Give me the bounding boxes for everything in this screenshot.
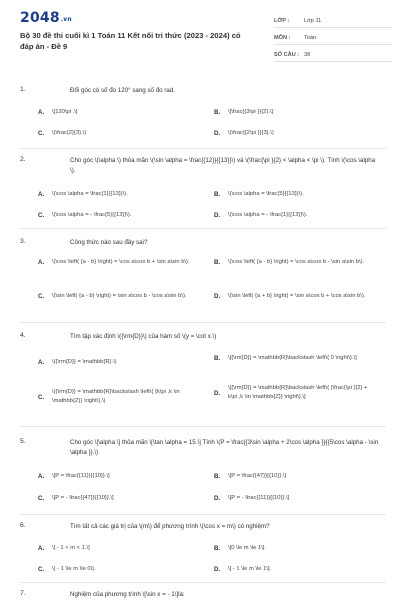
option-a[interactable] [38, 358, 202, 367]
logo-main: 2048 [20, 10, 60, 26]
option-text: \(\cos \alpha = - \frac{1}{{13}}\). [228, 212, 308, 218]
info-row-subject [274, 31, 392, 45]
option-b[interactable] [214, 258, 378, 267]
question-number: 2. [20, 156, 26, 163]
question-6 [20, 522, 386, 580]
option-text: \[0 \le m \le 1\]. [228, 545, 267, 551]
option-a[interactable] [38, 472, 202, 481]
document-title: Bộ 30 đề thi cuối kì 1 Toán 11 Kết nối tri thức (2023 - 2024) có đáp án - Đề 9 [20, 31, 241, 51]
option-letter: B. [214, 259, 221, 266]
option-letter: D. [214, 293, 221, 300]
logo-suffix: .vn [60, 16, 72, 23]
option-text: \( - 1 \le m \le 0\). [52, 566, 96, 572]
option-text: \({\rm{D}} = \mathbb{R}.\) [52, 359, 117, 365]
question-2 [20, 156, 386, 224]
info-label: MÔN : [274, 34, 291, 41]
divider [20, 228, 386, 229]
option-letter: A. [38, 359, 45, 366]
option-text: \[P = - \frac{{11}}{{10}}.\] [228, 495, 290, 501]
option-text: \(\frac{{2\pi }}{3}.\) [228, 130, 274, 136]
option-text: \(\frac{2}{3}.\) [52, 130, 87, 136]
info-label: SỐ CÂU : [274, 51, 300, 58]
option-letter: A. [38, 259, 45, 266]
option-letter: A. [38, 473, 45, 480]
option-b[interactable] [214, 354, 378, 363]
option-c[interactable] [38, 292, 202, 301]
option-b[interactable] [214, 108, 378, 117]
option-text: \[P = \frac{{47}}{{10}}.\] [228, 473, 287, 479]
option-letter: B. [214, 545, 221, 552]
option-c[interactable] [38, 565, 202, 574]
option-text: \(\cos \alpha = \frac{5}{{13}}\). [228, 191, 304, 197]
question-3 [20, 238, 386, 318]
option-text: \[\frac{{3\pi }}{2}.\] [228, 109, 274, 115]
question-number: 4. [20, 332, 26, 339]
option-letter: D. [214, 130, 221, 137]
option-d[interactable] [214, 211, 378, 220]
option-text: \(\cos \left( {a - b} \right) = \cos a\cos b + \sin a\sin b\). [52, 259, 190, 265]
question-number: 7. [20, 590, 26, 597]
option-text: \[ - 1 < m < 1.\] [52, 545, 90, 551]
question-text: Cho góc \[\alpha \] thỏa mãn \[\tan \alpha = 15.\] Tính \(P = \frac{{3\sin \alpha + 2\cos \alpha }}{{5\cos \alpha - \sin \alpha }}.\) [70, 439, 379, 456]
question-text: Nghiệm của phương trình \[\sin x = - 1\]là: [70, 591, 185, 598]
option-text: \[120\pi .\] [52, 109, 78, 115]
option-text: \[P = \frac{{11}}{{10}}.\] [52, 473, 110, 479]
question-1 [20, 86, 386, 144]
option-d[interactable] [214, 565, 378, 574]
option-text: \[{\rm{D}} = \mathbb{R}\backslash \left\{ {\frac{\pi }{2} + k\pi ,k \in \mathbb{Z}} \right\}.\] [228, 385, 368, 400]
question-text: Đổi góc có số đo 120° sang số đo rad. [70, 87, 175, 94]
option-letter: D. [214, 495, 221, 502]
header [20, 0, 386, 66]
option-letter: B. [214, 473, 221, 480]
question-5 [20, 438, 386, 510]
option-b[interactable] [214, 190, 378, 199]
question-text: Cho góc \(\alpha \) thỏa mãn \(\sin \alpha = \frac{{12}}{{13}}\) và \(\frac{\pi }{2} < \alpha < \pi \). Tính \(\cos \alpha \). [70, 157, 376, 174]
option-b[interactable] [214, 544, 378, 553]
option-a[interactable] [38, 544, 202, 553]
option-text: \({\rm{D}} = \mathbb{R}\backslash \left\{ {k\pi ,k \in \mathbb{Z}} \right\}.\) [52, 389, 180, 404]
option-letter: C. [38, 393, 45, 401]
option-letter: C. [38, 212, 45, 219]
option-d[interactable] [214, 292, 378, 301]
option-text: \[{\rm{D}} = \mathbb{R}\backslash \left\{ 0 \right\}.\] [228, 355, 357, 361]
question-number: 1. [20, 86, 26, 93]
option-letter: A. [38, 109, 45, 116]
option-c[interactable] [38, 494, 202, 503]
option-a[interactable] [38, 258, 202, 267]
question-number: 6. [20, 522, 26, 529]
option-d[interactable] [214, 384, 378, 402]
option-text: \(\sin \left( {a + b} \right) = \sin a\cos b + \cos a\sin b\). [228, 293, 366, 299]
question-7 [20, 590, 386, 602]
option-d[interactable] [214, 129, 378, 138]
option-text: \(\cos \alpha = \frac{1}{{13}}\). [52, 191, 128, 197]
option-b[interactable] [214, 472, 378, 481]
question-text: Tìm tập xác định \({\rm{D}}\) của hàm số \(y = \cot x.\) [70, 333, 217, 340]
option-letter: A. [38, 191, 45, 198]
option-c[interactable] [38, 388, 202, 406]
option-a[interactable] [38, 190, 202, 199]
exam-info-panel [274, 14, 392, 62]
option-letter: B. [214, 191, 221, 198]
site-logo[interactable] [20, 10, 72, 26]
option-text: \(\cos \alpha = - \frac{5}{{13}}\). [52, 212, 132, 218]
option-c[interactable] [38, 211, 202, 220]
question-text: Tìm tất cả các giá trị của \(m\) để phương trình \(\cos x = m\) có nghiệm? [70, 523, 270, 530]
info-row-question-count [274, 48, 392, 62]
info-value: Toán [304, 34, 317, 41]
option-letter: C. [38, 130, 45, 137]
info-value: Lớp 11 [304, 17, 322, 24]
divider [20, 322, 386, 323]
option-d[interactable] [214, 494, 378, 503]
question-text: Công thức nào sau đây sai? [70, 239, 148, 246]
option-letter: C. [38, 566, 45, 573]
question-number: 5. [20, 438, 26, 445]
option-text: \[P = - \frac{{47}}{{10}}.\] [52, 495, 114, 501]
option-letter: B. [214, 109, 221, 116]
option-a[interactable] [38, 108, 202, 117]
option-text: \[ - 1 \le m \le 1\]. [228, 566, 272, 572]
option-c[interactable] [38, 129, 202, 138]
option-letter: B. [214, 355, 221, 362]
info-value: 38 [304, 51, 311, 58]
divider [20, 582, 386, 583]
option-letter: A. [38, 545, 45, 552]
option-letter: C. [38, 495, 45, 502]
option-text: \(\sin \left( {a - b} \right) = \sin a\cos b - \cos a\sin b\). [52, 293, 187, 299]
option-letter: D. [214, 566, 221, 573]
divider [20, 514, 386, 515]
option-letter: D. [214, 389, 221, 397]
info-row-class [274, 14, 392, 28]
question-number: 3. [20, 238, 26, 245]
divider [20, 148, 386, 149]
info-label: LỚP : [274, 17, 290, 24]
divider [20, 426, 386, 427]
question-4 [20, 332, 386, 418]
option-letter: D. [214, 212, 221, 219]
option-text: \(\cos \left( {a - b} \right) = \cos a\cos b - \sin a\sin b\). [228, 259, 365, 265]
option-letter: C. [38, 293, 45, 300]
